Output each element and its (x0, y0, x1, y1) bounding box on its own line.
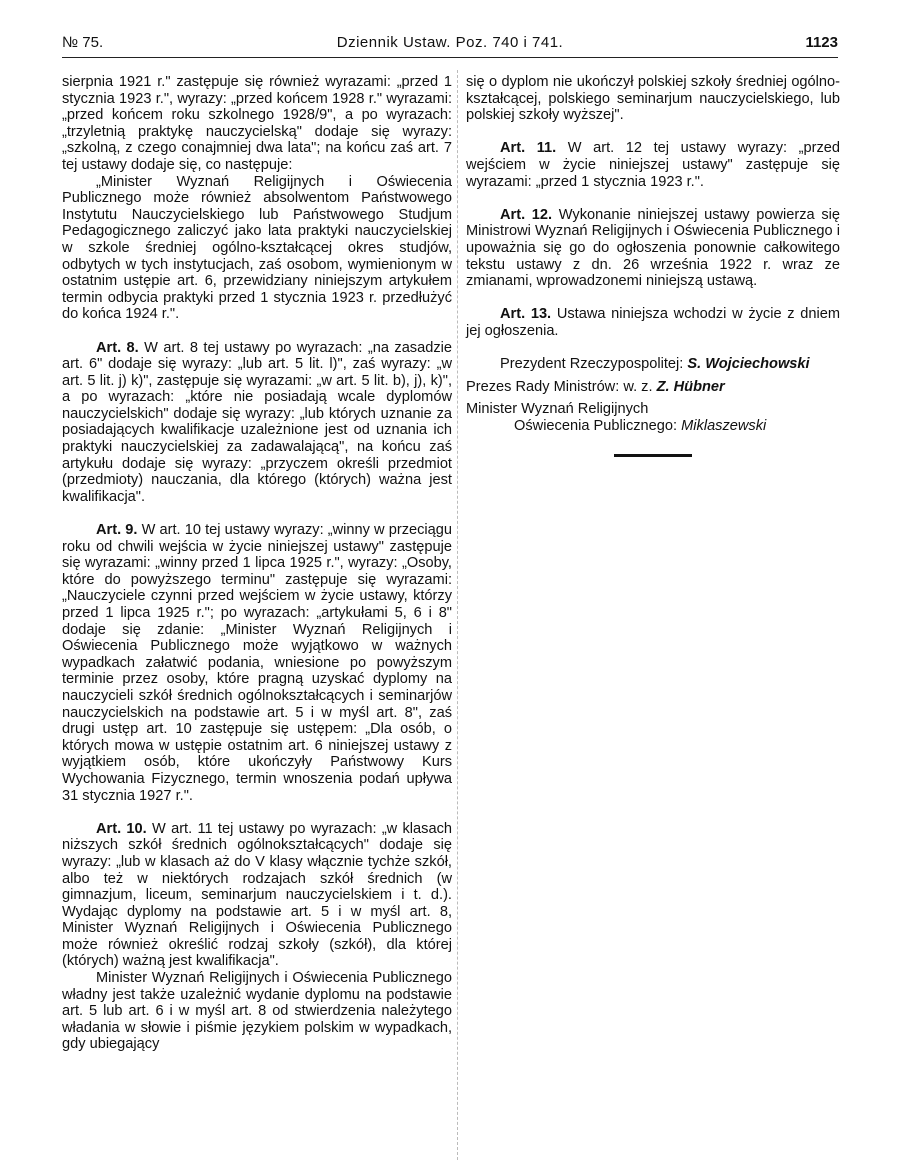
article-13-label: Art. 13. (500, 306, 552, 323)
journal-title: Dziennik Ustaw. Poz. 740 i 741. (336, 34, 564, 51)
column-divider (457, 70, 458, 1160)
end-rule (614, 454, 692, 457)
article-9-text: W art. 10 tej ustawy wyrazy: „winny w przeciągu roku od chwili wejścia w życie niniejszej ustawy" zastępuje się wyrazami: „winny przed 1 lipca 1925 r.", wyrazy: „Osoby, które do powyższego terminu" zastępuje się wyrazami: „Nauczyciele czynni przed wejściem w życie ustawy, którzy przed 1 lipca 1925 r."; po wyrazach: „artykułami 5, 6 i 8" dodaje się zdanie: „Minister Wyznań Religijnych i Oświecenia Publicznego może wyjątkowo w ważnych wypadkach załatwić podania, wniesione po powyższym terminie przez osoby, które pragną uzyskać dyplomy na nauczycieli szkół średnich ogólnokształcących i seminarjów nauczycielskich na podstawie art. 5 i w myśl art. 8", zaś drugi ustęp art. 10 zastępuje się ustępem: „Dla osób, o których mowa w ustępie ostatnim art. 6 niniejszej ustawy z wyjątkiem osób, które ukończyły Państwowy Kurs Wychowania Fizycznego, termin wnoszenia podań upływa 31 stycznia 1927 r.". (62, 522, 453, 804)
left-column (62, 74, 452, 1053)
article-11 (466, 140, 840, 190)
article-12-text: Wykonanie niniejszej ustawy powierza się Ministrowi Wyznań Religijnych i Oświecenia Publicznego i upoważnia się go do ogłoszenia ponownie całkowitego tekstu ustawy z dn. 26 września 1922 r. wraz ze zmianami, wprowadzonemi niniejszą ustawą. (466, 206, 840, 290)
signature-minister-role-line2: Oświecenia Publicznego: (514, 417, 678, 434)
signature-minister-line2 (466, 418, 840, 435)
article-10 (62, 821, 452, 970)
article-12 (466, 207, 840, 290)
article-9 (62, 522, 452, 804)
page-header (62, 30, 838, 56)
article-13 (466, 306, 840, 339)
signature-president-role: Prezydent Rzeczypospolitej: (500, 356, 684, 373)
article-11-label: Art. 11. (500, 140, 557, 157)
right-column (466, 74, 840, 457)
issue-number: № 75. (62, 34, 104, 51)
article-9-label: Art. 9. (96, 522, 138, 539)
paragraph-quote-minister: „Minister Wyznań Religijnych i Oświecenia Publicznego może również absolwentom Państwowego Instytutu Nauczycielskiego lub Państwowego Studjum Pedagogicznego zaliczyć jako lata praktyki nauczycielskiej w szkole średniej ogólno-kształcącej okres studjów, odbytych w tych instytucjach, zaś osobom, wymienionym w ostatnim ustępie art. 6, przewidziany niniejszym artykułem termin odbycia praktyki przed 1 stycznia 1923 r. przedłużyć do końca 1924 r.". (62, 173, 452, 323)
paragraph-continuation-right: się o dyplom nie ukończył polskiej szkoły średniej ogólno-kształcącej, polskiego seminarjum nauczycielskiego, lub polskiej szkoły wyższej". (466, 74, 840, 124)
article-10-label: Art. 10. (96, 820, 147, 837)
article-13-text: Ustawa niniejsza wchodzi w życie z dniem jej ogłoszenia. (466, 306, 840, 339)
signature-president (466, 356, 840, 373)
signature-prime-minister-name: Z. Hübner (656, 378, 725, 395)
signature-prime-minister (466, 379, 840, 396)
signature-minister-role-line1: Minister Wyznań Religijnych (466, 401, 649, 418)
article-12-label: Art. 12. (500, 206, 553, 223)
signature-minister-name: Miklaszewski (681, 417, 767, 434)
article-8-label: Art. 8. (96, 339, 139, 356)
signature-prime-minister-role: Prezes Rady Ministrów: w. z. (466, 378, 653, 395)
page-number: 1123 (805, 34, 838, 51)
article-8 (62, 340, 452, 506)
header-rule (62, 57, 838, 58)
article-10-text: W art. 11 tej ustawy po wyrazach: „w klasach niższych szkół średnich ogólnokształcących" dodaje się wyrazy: „lub w klasach aż do V klasy włącznie tychże szkół, albo też w niektórych rodzajach szkół średnich (w gimnazjum, liceum, seminarjum nauczycielskiem i t. d.). Wydając dyplomy na podstawie art. 5 i w myśl art. 8, Minister Wyznań Religijnych i Oświecenia Publicznego może również określić rodzaj szkoły (szkół), dla której (których) ważną jest kwalifikacja". (62, 820, 452, 970)
paragraph-continuation: sierpnia 1921 r." zastępuje się również wyrazami: „przed 1 stycznia 1923 r.", wyrazy: „przed końcem 1928 r." wyrazami: „przed końcem roku szkolnego 1928/9", a po wyrazach: „trzyletnią praktykę nauczycielską" dodaje się wyrazy: „szkolną, z czego conajmniej dwa lata"; na końcu zaś art. 7 tej ustawy dodaje się, co następuje: (62, 74, 452, 173)
article-11-text: W art. 12 tej ustawy wyrazy: „przed wejściem w życie niniejszej ustawy" zastępuje się wyrazami: „przed 1 stycznia 1923 r.". (466, 140, 840, 190)
article-8-text: W art. 8 tej ustawy po wyrazach: „na zasadzie art. 6" dodaje się wyrazy: „lub art. 5 lit. l)", zaś wyrazy: „w art. 5 lit. j) k)", zastępuje się wyrazami: „w art. 5 lit. b), j), k)", a po wyrazach: „które nie posiadają wcale dyplomów nauczycielskich" dodaje się wyrazy: „lub których uznanie za posiadających kwalifikacje uzależnione jest od uznania ich praktyki nauczycielskiej za zadawalającą", na końcu zaś artykułu dodaje się wyrazy: „przyczem określi przedmiot (przedmioty) nauczania, dla którego (których) ważna jest kwalifikacja". (62, 339, 452, 505)
signature-president-name: S. Wojciechowski (687, 356, 810, 373)
paragraph-minister-authority: Minister Wyznań Religijnych i Oświecenia Publicznego władny jest także uzależnić wydanie dyplomu na podstawie art. 5 lub art. 6 i w myśl art. 8 od stwierdzenia należytego władania w słowie i piśmie językiem polskim w wypadkach, gdy ubiegający (62, 970, 452, 1053)
signature-minister-line1 (466, 401, 840, 418)
